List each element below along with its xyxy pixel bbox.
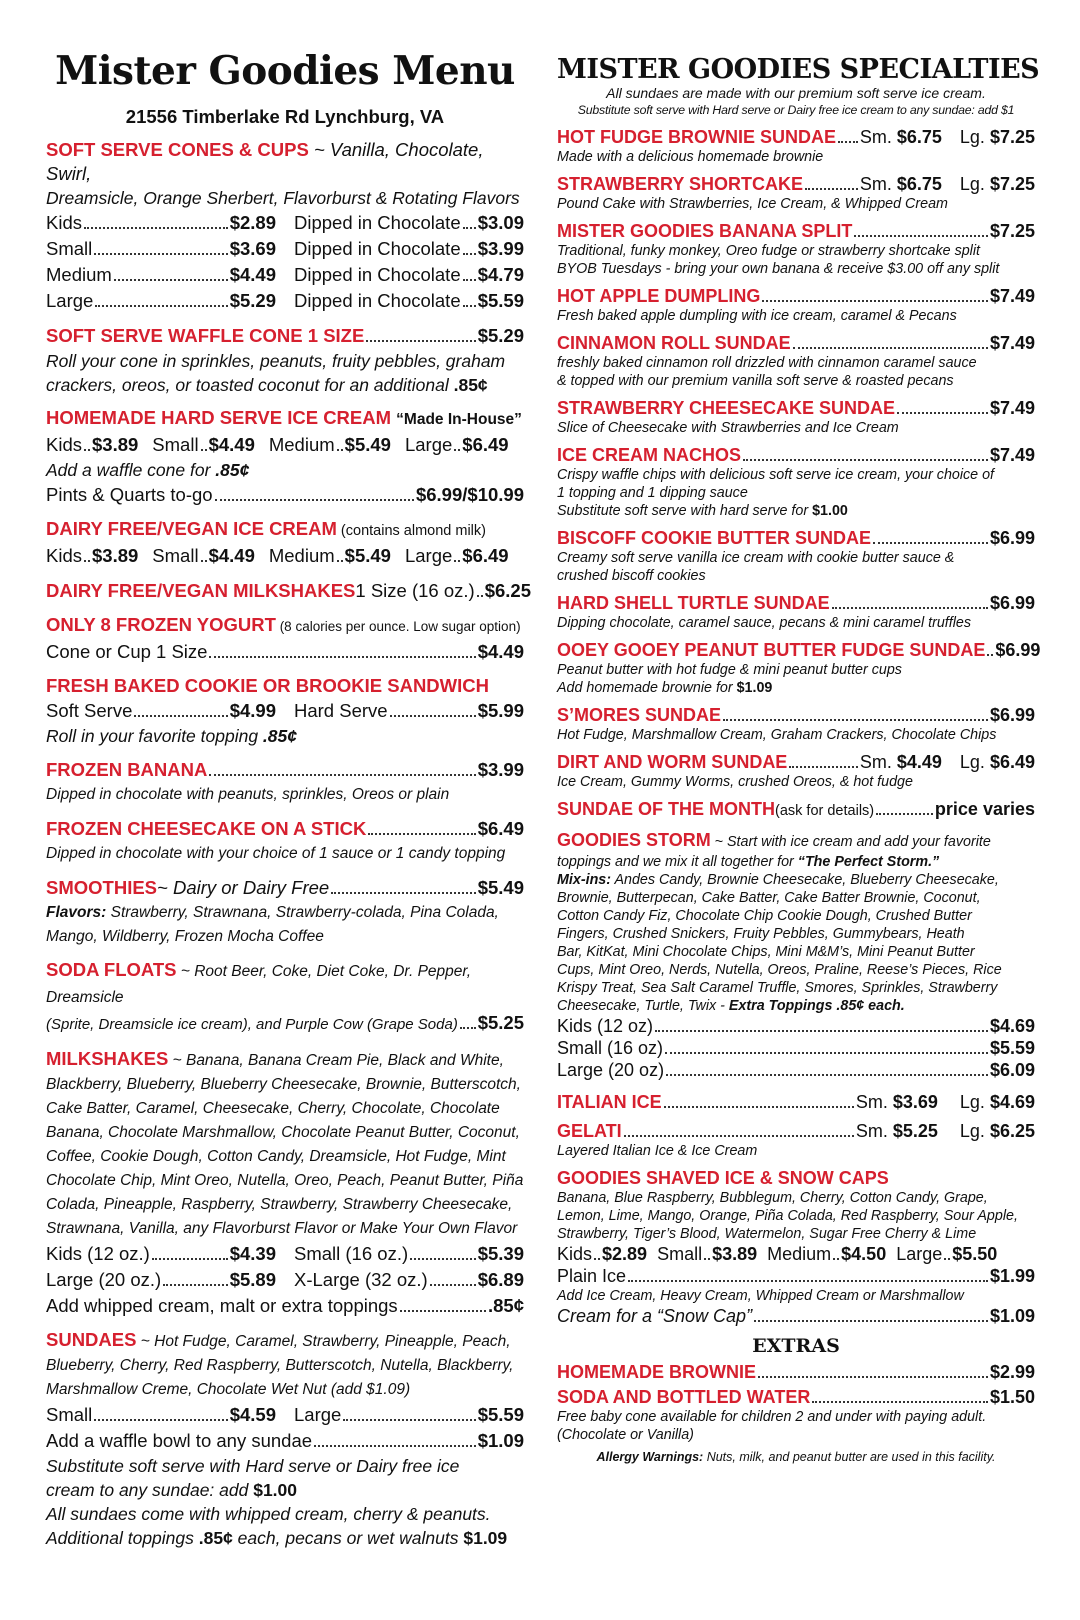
dipped-label: Dipped in Chocolate (294, 264, 461, 285)
price: $1.99 (989, 1266, 1035, 1286)
mixins-list: Cheesecake, Turtle, Twix - (557, 998, 729, 1014)
size-label: Sm. (855, 1121, 888, 1141)
item-desc: BYOB Tuesdays - bring your own banana & receive $3.00 off any split (557, 261, 1000, 277)
price: $5.29 (229, 290, 276, 311)
storm-intro-2: toppings and we mix it all together for (557, 854, 798, 870)
size-label: Medium (46, 264, 112, 285)
hard-serve-heading: HOMEMADE HARD SERVE ICE CREAM (46, 407, 392, 428)
price: $3.69 (892, 1092, 938, 1112)
soft-serve-flavors-2: Dreamsicle, Orange Sherbert, Flavorburst & Rotating Flavors (46, 188, 520, 208)
price: $4.49 (896, 752, 942, 772)
price: $2.99 (989, 1362, 1035, 1382)
size-label: Large (896, 1244, 943, 1264)
item-name: ICE CREAM NACHOS (557, 445, 742, 465)
specialty-item (557, 397, 1035, 437)
price: $5.49 (477, 877, 524, 898)
frozen-yogurt-note: (8 calories per ounce. Low sugar option) (275, 619, 521, 634)
additional-toppings-note: Additional toppings (46, 1528, 199, 1548)
size-label: Kids (46, 212, 82, 233)
item-name: HARD SHELL TURTLE SUNDAE (557, 593, 830, 613)
extras-title: EXTRAS (752, 1335, 840, 1357)
item-name: S’MORES SUNDAE (557, 705, 722, 725)
soda-floats-desc-2: (Sprite, Dreamsicle ice cream), and Purple Cow (Grape Soda) (46, 1016, 458, 1033)
size-label: Kids (46, 545, 82, 566)
price: $6.99 (989, 705, 1035, 725)
specialty-item (557, 126, 1035, 166)
allergy-text: Nuts, milk, and peanut butter are used in this facility. (703, 1450, 996, 1464)
italian-ice-section (557, 1091, 1035, 1113)
size-label: Medium (268, 545, 335, 566)
sundaes-section (46, 1328, 524, 1550)
size-label: Lg. (959, 127, 985, 147)
size-label: Large (404, 434, 453, 455)
item-desc: Banana, Blue Raspberry, Bubblegum, Cherry, Cotton Candy, Grape, (557, 1190, 988, 1206)
price: $2.89 (229, 212, 276, 233)
size-label: Small (16 oz.) (294, 1243, 409, 1264)
extra-note: Add homemade brownie for (557, 680, 737, 696)
milkshake-flavors: Banana, Chocolate Marshmallow, Chocolate Peanut Butter, Coconut, (46, 1124, 520, 1141)
mixins-list: Andes Candy, Brownie Cheesecake, Blueberry Cheesecake, (611, 872, 999, 888)
menu-title: Mister Goodies Menu (55, 48, 515, 94)
size-label: Lg. (959, 752, 985, 772)
price: $1.09 (477, 1430, 524, 1451)
milkshake-flavors: Blackberry, Blueberry, Blueberry Cheesecake, Brownie, Butterscotch, (46, 1076, 521, 1093)
made-in-house-tag: “Made In-House” (396, 411, 522, 428)
item-desc: Traditional, funky monkey, Oreo fudge or strawberry shortcake split (557, 243, 980, 259)
storm-tagline: “The Perfect Storm.” (797, 854, 940, 870)
item-name: HOT APPLE DUMPLING (557, 286, 761, 306)
price: $1.50 (989, 1387, 1035, 1407)
milkshakes-section (46, 1047, 524, 1319)
frozen-banana-heading: FROZEN BANANA (46, 759, 208, 780)
price: $6.99/$10.99 (415, 484, 524, 505)
dipped-label: Dipped in Chocolate (294, 290, 461, 311)
item-desc: crushed biscoff cookies (557, 568, 706, 584)
price: $5.29 (477, 325, 524, 346)
right-column (557, 40, 1041, 1464)
price-row (46, 236, 524, 262)
size-label: Sm. (859, 752, 892, 772)
specialties-note-2: Substitute soft serve with Hard serve or Dairy free ice cream to any sundae: add $1 (577, 103, 1015, 117)
price: $6.49 (462, 545, 509, 566)
soda-floats-desc: ~ Root Beer, Coke, Diet Coke, Dr. Pepper, Dreamsicle (46, 963, 472, 1006)
item-desc: & topped with our premium vanilla soft serve & roasted pecans (557, 373, 954, 389)
size-label: Small (16 oz) (557, 1038, 664, 1058)
df-shakes-note: 1 Size (16 oz.) (355, 580, 475, 601)
df-shakes-heading: DAIRY FREE/VEGAN MILKSHAKES (46, 580, 356, 601)
size-label: Kids (12 oz.) (46, 1243, 150, 1264)
smoothie-flavors-2: Mango, Wildberry, Frozen Mocha Coffee (46, 928, 324, 945)
size-label: Small (46, 238, 93, 259)
price: $5.59 (989, 1038, 1035, 1058)
price: $7.49 (989, 333, 1035, 353)
price: $3.09 (477, 212, 524, 233)
item-name: STRAWBERRY SHORTCAKE (557, 174, 804, 194)
item-name: MISTER GOODIES BANANA SPLIT (557, 221, 853, 241)
size-label: Lg. (959, 1121, 985, 1141)
item-desc: Made with a delicious homemade brownie (557, 149, 824, 165)
mixins-list: Cups, Mint Oreo, Nerds, Nutella, Oreos, Praline, Reese’s Pieces, Rice (557, 962, 1002, 978)
item-name: CINNAMON ROLL SUNDAE (557, 333, 791, 353)
dairy-free-heading: DAIRY FREE/VEGAN ICE CREAM (46, 518, 337, 539)
size-label: Medium (767, 1244, 832, 1264)
additional-toppings-note-2: each, pecans or wet walnuts (232, 1528, 464, 1548)
soft-serve-flavors: ~ Vanilla, Chocolate, Swirl, (46, 139, 484, 184)
specialty-item (557, 444, 1035, 520)
size-label: Hard Serve (294, 700, 388, 721)
substitute-note: Substitute soft serve with Hard serve or Dairy free ice (46, 1456, 460, 1476)
price: $6.25 (484, 580, 531, 601)
dairy-free-section (46, 517, 524, 569)
specialty-item (557, 285, 1035, 325)
item-name: STRAWBERRY CHEESECAKE SUNDAE (557, 398, 896, 418)
size-label: Sm. (859, 174, 892, 194)
price: $4.69 (989, 1092, 1035, 1112)
price: $6.89 (477, 1269, 524, 1290)
specialty-item (557, 220, 1035, 278)
snow-cap-desc: Add Ice Cream, Heavy Cream, Whipped Cream or Marshmallow (557, 1288, 964, 1304)
waffle-cone-heading: SOFT SERVE WAFFLE CONE 1 SIZE (46, 325, 365, 346)
soft-serve-heading: SOFT SERVE CONES & CUPS (46, 139, 309, 160)
item-extra (557, 502, 1035, 520)
size-label: X-Large (32 oz.) (294, 1269, 428, 1290)
item-name: DIRT AND WORM SUNDAE (557, 752, 788, 772)
price: $6.25 (989, 1121, 1035, 1141)
milkshake-flavors: Strawnana, Vanilla, any Flavorburst Flavor or Make Your Own Flavor (46, 1220, 518, 1237)
baby-cone-note: Free baby cone available for children 2 and under with paying adult. (557, 1409, 987, 1425)
specialty-item (557, 751, 1035, 791)
extras-section (557, 1361, 1035, 1444)
item-desc: Layered Italian Ice & Ice Cream (557, 1143, 758, 1159)
extras-label: Add whipped cream, malt or extra toppings (46, 1295, 398, 1316)
frozen-banana-section (46, 757, 524, 807)
price: $6.49 (989, 752, 1035, 772)
price: $4.99 (229, 700, 276, 721)
price: $7.49 (989, 445, 1035, 465)
size-label: Large (294, 1404, 342, 1425)
price: $6.99 (989, 593, 1035, 613)
mixins-list: Cotton Candy Fiz, Chocolate Chip Cookie Dough, Crushed Butter (557, 908, 972, 924)
item-name: SODA AND BOTTLED WATER (557, 1387, 811, 1407)
price-row (46, 288, 524, 314)
price: $7.49 (989, 286, 1035, 306)
waffle-desc-2: crackers, oreos, or toasted coconut for an additional (46, 375, 454, 395)
price: price varies (934, 799, 1035, 819)
price: $1.09 (736, 680, 773, 696)
size-label: Sm. (855, 1092, 888, 1112)
price: $1.09 (989, 1306, 1035, 1326)
size-label: Small (152, 545, 199, 566)
price: $4.50 (841, 1244, 887, 1264)
price: $5.59 (477, 1404, 524, 1425)
price: $4.49 (208, 545, 255, 566)
item-desc: Slice of Cheesecake with Strawberries and Ice Cream (557, 420, 899, 436)
specialties-list (557, 126, 1041, 791)
smoothies-heading: SMOOTHIES (46, 877, 158, 898)
smoothies-section (46, 875, 524, 949)
price: .85¢ (215, 460, 250, 480)
sundae-includes-note: All sundaes come with whipped cream, cherry & peanuts. (46, 1504, 491, 1524)
address: 21556 Timberlake Rd Lynchburg, VA (125, 106, 445, 127)
price-row (46, 1402, 524, 1428)
pints-label: Pints & Quarts to-go (46, 484, 213, 505)
substitute-note-2: cream to any sundae: add (46, 1480, 254, 1500)
item-name: ITALIAN ICE (557, 1092, 662, 1112)
item-name: GOODIES SHAVED ICE & SNOW CAPS (557, 1168, 889, 1188)
specialty-item (557, 704, 1035, 744)
waffle-cone-section (46, 323, 524, 397)
shaved-ice-section (557, 1167, 1035, 1327)
price: $6.99 (989, 528, 1035, 548)
size-label: Sm. (859, 127, 892, 147)
price: $4.49 (477, 641, 524, 662)
price: $7.49 (989, 398, 1035, 418)
dipped-label: Dipped in Chocolate (294, 212, 461, 233)
item-desc: Pound Cake with Strawberries, Ice Cream, & Whipped Cream (557, 196, 948, 212)
item-name: SUNDAE OF THE MONTH (557, 799, 775, 819)
size-label: Small (657, 1244, 703, 1264)
price-row (46, 543, 524, 569)
specialty-item (557, 173, 1035, 213)
item-desc: Hot Fudge, Marshmallow Cream, Graham Crackers, Chocolate Chips (557, 727, 997, 743)
soda-floats-heading: SODA FLOATS (46, 959, 177, 980)
price: $3.89 (712, 1244, 758, 1264)
price: $5.99 (477, 700, 524, 721)
milkshake-flavors: ~ Banana, Banana Cream Pie, Black and White, (168, 1052, 504, 1069)
sundae-of-month (557, 798, 1035, 822)
milkshake-flavors: Colada, Pineapple, Raspberry, Strawberry, Strawberry Cheesecake, (46, 1196, 513, 1213)
size-label: Kids (12 oz) (557, 1016, 654, 1036)
price: .85¢ (487, 1295, 524, 1316)
specialties-note: All sundaes are made with our premium soft serve ice cream. (606, 85, 986, 101)
size-label: Lg. (959, 174, 985, 194)
price: $1.00 (812, 503, 848, 519)
item-desc: Lemon, Lime, Mango, Orange, Piña Colada, Red Raspberry, Sour Apple, (557, 1208, 1018, 1224)
milkshake-flavors: Chocolate Chip, Mint Oreo, Nutella, Oreo, Peach, Peanut Butter, Piña (46, 1172, 524, 1189)
price: .85¢ (262, 726, 297, 746)
sundae-toppings: Marshmallow Creme, Chocolate Wet Nut (add $1.09) (46, 1381, 411, 1398)
price: $4.49 (229, 264, 276, 285)
allergy-warning (557, 1450, 1035, 1464)
size-label: Plain Ice (557, 1266, 627, 1286)
item-name: GOODIES STORM (557, 830, 711, 850)
extra-note: Substitute soft serve with hard serve for (557, 503, 813, 519)
item-name: HOMEMADE BROWNIE (557, 1362, 756, 1382)
size-label: Large (20 oz.) (46, 1269, 162, 1290)
waffle-note: Add a waffle cone for (46, 460, 216, 480)
price: $6.49 (462, 434, 509, 455)
specialty-item (557, 639, 1041, 697)
cheesecake-stick-heading: FROZEN CHEESECAKE ON A STICK (46, 818, 367, 839)
specialty-item (557, 592, 1035, 632)
mixins-list: Bar, KitKat, Mini Chocolate Chips, Mini M&M’s, Mini Peanut Butter (557, 944, 975, 960)
milkshakes-heading: MILKSHAKES (46, 1048, 169, 1069)
size-label: Medium (268, 434, 335, 455)
size-label: Small (152, 434, 199, 455)
price: $6.75 (896, 127, 942, 147)
price: $5.25 (477, 1012, 524, 1033)
cheesecake-stick-desc: Dipped in chocolate with your choice of 1 sauce or 1 candy topping (46, 845, 506, 862)
gelati-section (557, 1120, 1035, 1160)
price: $4.49 (208, 434, 255, 455)
waffle-bowl-label: Add a waffle bowl to any sundae (46, 1430, 313, 1451)
snow-cap-desc-2: Cream for a “Snow Cap” (557, 1306, 753, 1326)
price: $5.39 (477, 1243, 524, 1264)
baby-cone-note-2: (Chocolate or Vanilla) (557, 1427, 694, 1443)
price: $5.49 (344, 545, 391, 566)
item-desc: Dipping chocolate, caramel sauce, pecans & mini caramel truffles (557, 615, 972, 631)
extra-toppings-price: Extra Toppings .85¢ each. (728, 998, 905, 1014)
topping-note: Roll in your favorite topping (46, 726, 263, 746)
df-shakes-section (46, 578, 531, 604)
price-row (46, 432, 524, 458)
price: $4.79 (477, 264, 524, 285)
storm-intro: ~ Start with ice cream and add your favorite (710, 834, 991, 850)
cookie-sandwich-heading: FRESH BAKED COOKIE OR BROOKIE SANDWICH (46, 675, 489, 696)
price-row (557, 1243, 1035, 1265)
size-label: Small (46, 1404, 93, 1425)
item-name: BISCOFF COOKIE BUTTER SUNDAE (557, 528, 872, 548)
soft-serve-section (46, 138, 524, 314)
price: $3.89 (92, 545, 139, 566)
size-label: Kids (557, 1244, 593, 1264)
size-label: Large (404, 545, 453, 566)
price: $6.09 (989, 1060, 1035, 1080)
dairy-free-note: (contains almond milk) (336, 523, 486, 539)
item-name: HOT FUDGE BROWNIE SUNDAE (557, 127, 836, 147)
item-desc: Creamy soft serve vanilla ice cream with cookie butter sauce & (557, 550, 955, 566)
price: .85¢ (453, 375, 488, 395)
item-name: OOEY GOOEY PEANUT BUTTER FUDGE SUNDAE (557, 640, 986, 660)
price: $3.99 (477, 759, 524, 780)
price: $1.09 (463, 1528, 508, 1548)
frozen-yogurt-section (46, 613, 524, 665)
item-desc: 1 topping and 1 dipping sauce (557, 485, 748, 501)
price: $5.49 (344, 434, 391, 455)
milkshake-flavors: Cake Batter, Caramel, Cheesecake, Cherry, Chocolate, Chocolate (46, 1100, 500, 1117)
price: $1.00 (253, 1480, 298, 1500)
waffle-desc: Roll your cone in sprinkles, peanuts, fruity pebbles, graham (46, 351, 506, 371)
cheesecake-stick-section (46, 816, 524, 866)
flavors-label: Flavors: (46, 904, 107, 921)
price: $7.25 (989, 221, 1035, 241)
item-desc: Fresh baked apple dumpling with ice cream, caramel & Pecans (557, 308, 957, 324)
sundae-toppings: ~ Hot Fudge, Caramel, Strawberry, Pineapple, Peach, (136, 1333, 511, 1350)
sundae-toppings: Blueberry, Cherry, Red Raspberry, Butterscotch, Nutella, Blackberry, (46, 1357, 514, 1374)
mixins-list: Krispy Treat, Sea Salt Caramel Truffle, Smores, Sprinkles, Strawberry (557, 980, 998, 996)
item-name: GELATI (557, 1121, 622, 1141)
price-row (46, 1267, 524, 1293)
size-label: Lg. (959, 1092, 985, 1112)
item-desc: Crispy waffle chips with delicious soft serve ice cream, your choice of (557, 467, 995, 483)
price: $6.49 (477, 818, 524, 839)
frozen-yogurt-heading: ONLY 8 FROZEN YOGURT (46, 614, 276, 635)
price: $6.99 (995, 640, 1041, 660)
size-label: Large (20 oz) (557, 1060, 665, 1080)
size-label: Soft Serve (46, 700, 133, 721)
price: $5.59 (477, 290, 524, 311)
dipped-label: Dipped in Chocolate (294, 238, 461, 259)
item-desc: freshly baked cinnamon roll drizzled with cinnamon caramel sauce (557, 355, 977, 371)
specialty-item (557, 332, 1035, 390)
item-desc: Peanut butter with hot fudge & mini peanut butter cups (557, 662, 902, 678)
price: $4.39 (229, 1243, 276, 1264)
specialties-title: MISTER GOODIES SPECIALTIES (557, 54, 1040, 85)
left-column (46, 40, 531, 1550)
price: $5.89 (229, 1269, 276, 1290)
milkshake-flavors: Coffee, Cookie Dough, Cotton Candy, Dreamsicle, Hot Fudge, Mint (46, 1148, 506, 1165)
size-label: Large (46, 290, 94, 311)
price: $2.89 (602, 1244, 648, 1264)
soda-floats-section (46, 958, 524, 1038)
mixins-list: Brownie, Butterpecan, Cake Batter, Cake Batter Brownie, Coconut, (557, 890, 981, 906)
mixins-label: Mix-ins: (557, 872, 612, 888)
price-row (46, 698, 524, 724)
item-desc: Strawberry, Tiger’s Blood, Watermelon, Sugar Free Cherry & Lime (557, 1226, 977, 1242)
price-row (46, 210, 524, 236)
price: $5.25 (892, 1121, 938, 1141)
smoothie-flavors: Strawberry, Strawnana, Strawberry-colada, Pina Colada, (106, 904, 499, 921)
price: $3.89 (92, 434, 139, 455)
item-note: (ask for details) (775, 803, 875, 819)
sundaes-heading: SUNDAES (46, 1329, 137, 1350)
price: $4.69 (989, 1016, 1035, 1036)
allergy-label: Allergy Warnings: (596, 1450, 704, 1464)
price: $3.69 (229, 238, 276, 259)
item-desc: Ice Cream, Gummy Worms, crushed Oreos, & hot fudge (557, 774, 913, 790)
smoothies-note: ~ Dairy or Dairy Free (157, 877, 330, 898)
price: $7.25 (989, 174, 1035, 194)
goodies-storm-section (557, 829, 1035, 1081)
price: $4.59 (229, 1404, 276, 1425)
price-row (46, 262, 524, 288)
price: $5.50 (952, 1244, 998, 1264)
frozen-yogurt-label: Cone or Cup 1 Size (46, 641, 208, 662)
price: $3.99 (477, 238, 524, 259)
cookie-sandwich-section (46, 674, 524, 748)
mixins-list: Fingers, Crushed Snickers, Fruity Pebbles, Gummybears, Heath (557, 926, 965, 942)
price: $6.75 (896, 174, 942, 194)
specialty-item (557, 527, 1035, 585)
price: .85¢ (198, 1528, 233, 1548)
price-row (46, 1241, 524, 1267)
hard-serve-section (46, 406, 524, 508)
size-label: Kids (46, 434, 82, 455)
price: $7.25 (989, 127, 1035, 147)
frozen-banana-desc: Dipped in chocolate with peanuts, sprinkles, Oreos or plain (46, 786, 450, 803)
item-extra (557, 679, 1035, 697)
